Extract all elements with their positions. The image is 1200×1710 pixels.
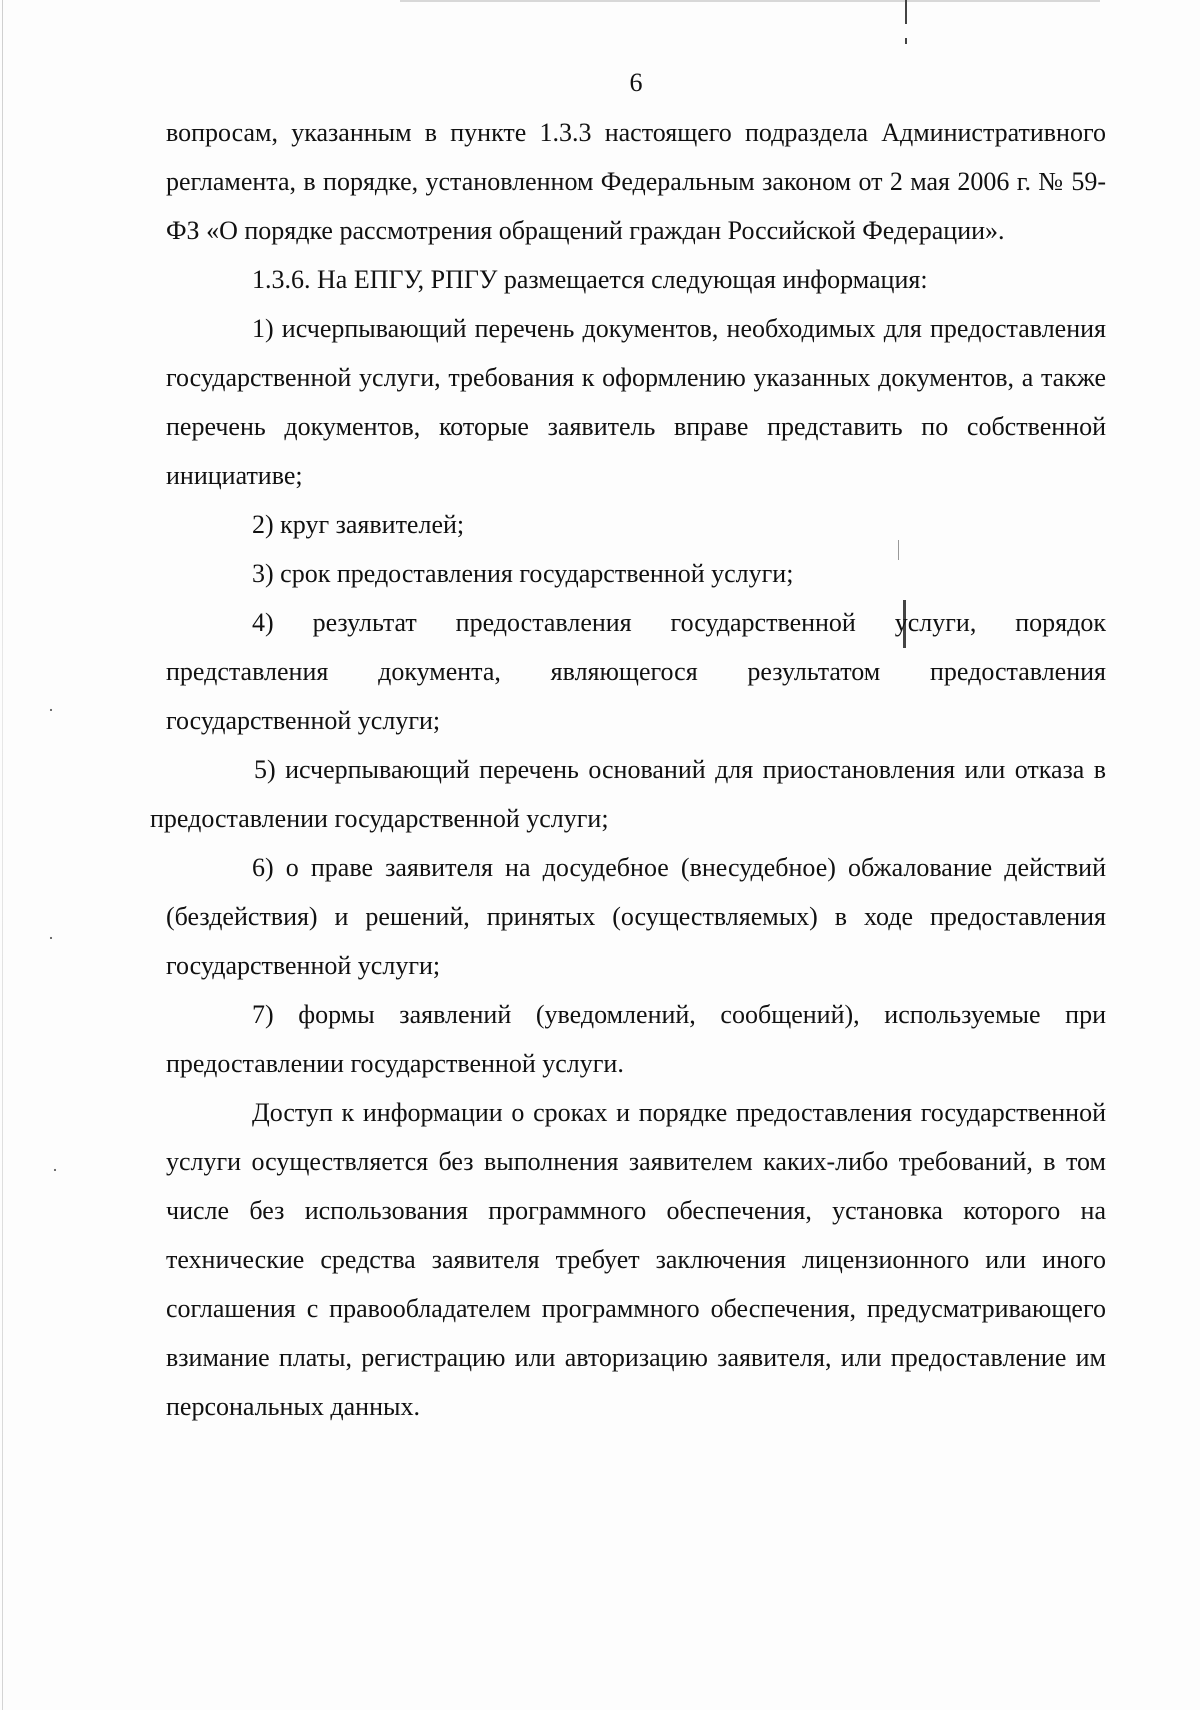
scan-edge [2, 0, 3, 1710]
list-item: 4) результат предоставления государственной услуги, порядок представления документа, являющегося результатом предоставления государственной услуги; [166, 608, 1106, 735]
paragraph: 1.3.6. На ЕПГУ, РПГУ размещается следующая информация: [252, 265, 928, 294]
paragraph: Доступ к информации о сроках и порядке предоставления государственной услуги осуществляется без выполнения заявителем каких-либо требований, в том числе без использования программного обеспечения, установка которого на технические средства заявителя требует заключения лицензионного или иного соглашения с правообладателем программного обеспечения, предусматривающего взимание платы, регистрацию или авторизацию заявителя, или предоставление им персональных данных. [166, 1098, 1106, 1421]
scan-mark [905, 38, 907, 44]
document-body [150, 108, 1106, 1431]
scan-speck: · [52, 1160, 58, 1180]
list-item: 5) исчерпывающий перечень оснований для приостановления или отказа в предоставлении государственной услуги; [150, 755, 1106, 833]
list-item: 6) о праве заявителя на досудебное (внесудебное) обжалование действий (бездействия) и решений, принятых (осуществляемых) в ходе предоставления государственной услуги; [166, 853, 1106, 980]
scan-top-line [400, 0, 1100, 2]
list-item: 7) формы заявлений (уведомлений, сообщений), используемые при предоставлении государственной услуги. [166, 1000, 1106, 1078]
scan-speck: · [48, 700, 54, 720]
list-item: 3) срок предоставления государственной услуги; [252, 559, 794, 588]
paragraph: вопросам, указанным в пункте 1.3.3 настоящего подраздела Административного регламента, в порядке, установленном Федеральным законом от 2 мая 2006 г. № 59-ФЗ «О порядке рассмотрения обращений граждан Российской Федерации». [166, 118, 1106, 245]
scan-speck: · [48, 928, 54, 948]
scan-mark [905, 0, 907, 24]
page-number: 6 [629, 68, 643, 97]
list-item: 2) круг заявителей; [252, 510, 465, 539]
list-item: 1) исчерпывающий перечень документов, необходимых для предоставления государственной услуги, требования к оформлению указанных документов, а также перечень документов, которые заявитель вправе представить по собственной инициативе; [166, 314, 1106, 490]
